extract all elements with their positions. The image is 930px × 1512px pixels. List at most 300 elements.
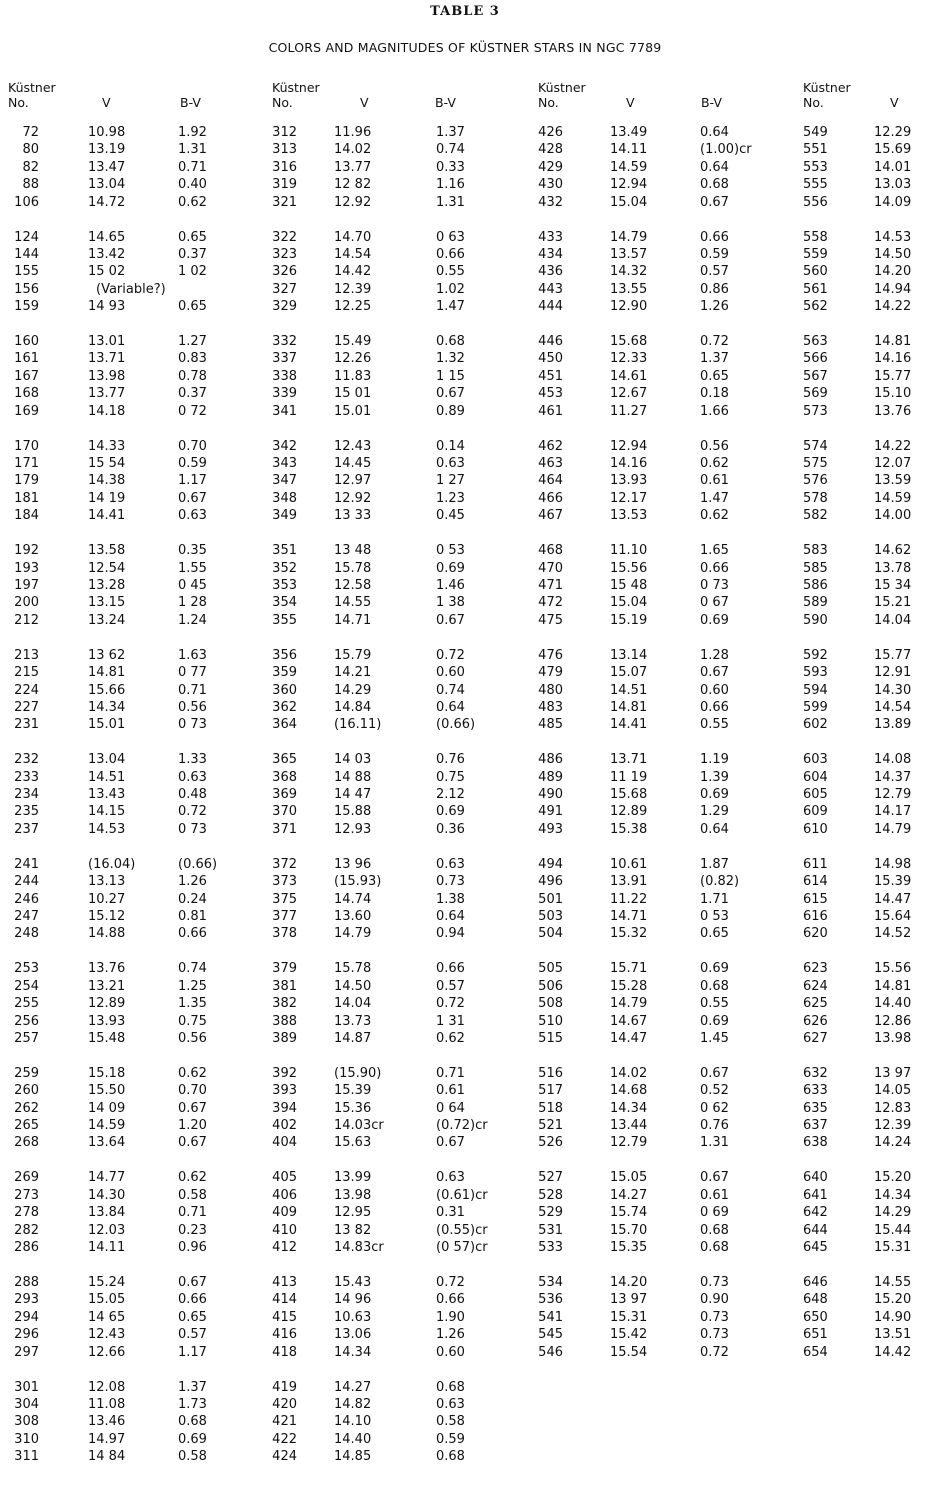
table-row <box>803 856 923 873</box>
header-kustner: Küstner <box>272 80 320 95</box>
table-row <box>272 1431 512 1448</box>
kustner-number: 420 <box>272 1396 297 1412</box>
b-v-color: 0.66 <box>178 926 207 942</box>
v-magnitude: 14.00 <box>874 508 912 524</box>
row-group <box>272 333 512 420</box>
v-magnitude: 12.86 <box>874 1013 912 1029</box>
v-magnitude: 13.49 <box>610 125 648 140</box>
table-row <box>272 1239 512 1256</box>
v-magnitude: 14.55 <box>874 1275 912 1291</box>
table-row <box>538 368 778 385</box>
table-row <box>538 507 778 524</box>
b-v-color: 0.74 <box>436 142 465 158</box>
table-row <box>8 1082 248 1099</box>
v-magnitude: 11.83 <box>334 368 372 384</box>
table-row <box>8 664 248 681</box>
kustner-number: 650 <box>803 1309 828 1325</box>
v-magnitude: 14.30 <box>874 682 912 698</box>
kustner-number: 197 <box>14 577 39 593</box>
kustner-number: 378 <box>272 926 297 942</box>
kustner-number: 373 <box>272 874 297 890</box>
b-v-color: 0.63 <box>436 1396 465 1412</box>
v-magnitude: 12.43 <box>88 1327 126 1343</box>
kustner-number: 327 <box>272 281 297 297</box>
v-magnitude: 12.89 <box>610 804 648 820</box>
kustner-number: 646 <box>803 1275 828 1291</box>
v-magnitude: 14.42 <box>334 264 372 280</box>
kustner-number: 312 <box>272 125 297 140</box>
kustner-number: 288 <box>14 1275 39 1291</box>
b-v-color: 0.64 <box>436 909 465 924</box>
table-row <box>538 246 778 263</box>
b-v-color: 0.62 <box>178 1065 207 1081</box>
table-row <box>803 1134 923 1151</box>
kustner-number: 248 <box>14 926 39 942</box>
kustner-number: 332 <box>272 334 297 350</box>
kustner-number: 505 <box>538 961 563 977</box>
v-magnitude: 14.82 <box>334 1396 372 1412</box>
row-group <box>8 1274 248 1361</box>
header-v: V <box>102 95 111 110</box>
v-magnitude: 14.37 <box>874 769 912 785</box>
b-v-color: 0.57 <box>178 1327 207 1343</box>
b-v-color: 0.67 <box>178 490 207 506</box>
variable-note: (Variable?) <box>96 281 166 297</box>
v-magnitude: 15.44 <box>874 1222 912 1238</box>
kustner-number: 648 <box>803 1292 828 1308</box>
b-v-color: 0.76 <box>436 752 465 768</box>
table-row <box>272 333 512 350</box>
v-magnitude: 14.59 <box>874 490 912 506</box>
kustner-number: 260 <box>14 1083 39 1099</box>
table-row <box>8 699 248 716</box>
table-row <box>8 1222 248 1239</box>
table-row <box>538 856 778 873</box>
kustner-number: 536 <box>538 1292 563 1308</box>
v-magnitude: 11 19 <box>610 769 648 785</box>
header-kustner: Küstner <box>538 80 586 95</box>
kustner-number: 227 <box>14 699 39 715</box>
kustner-number: 237 <box>14 821 39 837</box>
table-row <box>538 124 778 141</box>
kustner-number: 169 <box>14 403 39 419</box>
v-magnitude: 13.76 <box>88 961 126 977</box>
b-v-color: 1 31 <box>436 1013 465 1029</box>
kustner-number: 463 <box>538 456 563 472</box>
table-row <box>8 1326 248 1343</box>
table-row <box>8 368 248 385</box>
b-v-color: 0.58 <box>436 1414 465 1430</box>
table-row <box>538 803 778 820</box>
b-v-color: 0 45 <box>178 577 207 593</box>
b-v-color: 0.67 <box>700 665 729 681</box>
table-row <box>8 647 248 664</box>
v-magnitude: 15.39 <box>874 874 912 890</box>
v-magnitude: 13.51 <box>874 1327 912 1343</box>
kustner-number: 381 <box>272 978 297 994</box>
table-row <box>803 577 923 594</box>
v-magnitude: 15.04 <box>610 194 648 210</box>
v-magnitude: 11.10 <box>610 543 648 559</box>
v-magnitude: 14.16 <box>874 351 912 367</box>
row-group <box>8 333 248 420</box>
table-row <box>803 716 923 733</box>
v-magnitude: 15.05 <box>88 1292 126 1308</box>
b-v-color: 1.26 <box>178 874 207 890</box>
table-row <box>8 769 248 786</box>
kustner-number: 179 <box>14 473 39 489</box>
v-magnitude: 14.05 <box>874 1083 912 1099</box>
v-magnitude: 14.59 <box>88 1118 126 1134</box>
table-row <box>538 490 778 507</box>
b-v-color: 0.73 <box>700 1275 729 1291</box>
table-row <box>8 925 248 942</box>
kustner-number: 453 <box>538 386 563 402</box>
table-row <box>803 786 923 803</box>
table-row <box>538 1344 778 1361</box>
row-group <box>272 856 512 943</box>
v-magnitude: 11.27 <box>610 403 648 419</box>
b-v-color: 0 63 <box>436 229 465 245</box>
kustner-number: 515 <box>538 1030 563 1046</box>
kustner-number: 354 <box>272 595 297 611</box>
header-b-v: B-V <box>435 95 456 110</box>
b-v-color: 1.92 <box>178 125 207 140</box>
row-group <box>272 438 512 525</box>
table-row <box>803 490 923 507</box>
kustner-number: 531 <box>538 1222 563 1238</box>
b-v-color: 0.74 <box>178 961 207 977</box>
kustner-number: 246 <box>14 891 39 907</box>
table-row <box>803 1222 923 1239</box>
b-v-color: 1 02 <box>178 264 207 280</box>
v-magnitude: 14.54 <box>874 699 912 715</box>
table-row <box>272 263 512 280</box>
v-magnitude: 14.61 <box>610 368 648 384</box>
table-row <box>272 856 512 873</box>
v-magnitude: 13 97 <box>874 1065 912 1081</box>
v-magnitude: 12.43 <box>334 438 372 454</box>
b-v-color: 0.94 <box>436 926 465 942</box>
b-v-color: 0.45 <box>436 508 465 524</box>
kustner-number: 527 <box>538 1170 563 1186</box>
table-row <box>803 1204 923 1221</box>
v-magnitude: 15.68 <box>610 787 648 803</box>
v-magnitude: 14.16 <box>610 456 648 472</box>
b-v-color: 0.72 <box>700 334 729 350</box>
b-v-color: (0.66) <box>436 717 476 733</box>
v-magnitude: 15.78 <box>334 560 372 576</box>
v-magnitude: 15.69 <box>874 142 912 158</box>
b-v-color: 1.71 <box>700 891 729 907</box>
v-magnitude: 15.49 <box>334 334 372 350</box>
b-v-color: 1.39 <box>700 769 729 785</box>
v-magnitude: 14.85 <box>334 1449 372 1465</box>
table-row <box>8 1431 248 1448</box>
v-magnitude: 15.79 <box>334 647 372 663</box>
header-number: No. <box>8 95 29 110</box>
row-group <box>8 751 248 838</box>
table-row <box>538 1187 778 1204</box>
row-group <box>538 124 778 211</box>
table-row <box>272 821 512 838</box>
kustner-number: 170 <box>14 438 39 454</box>
v-magnitude: 12.79 <box>610 1135 648 1151</box>
b-v-color: 0.40 <box>178 177 207 193</box>
b-v-color: 0.66 <box>178 1292 207 1308</box>
table-row <box>8 403 248 420</box>
kustner-number: 339 <box>272 386 297 402</box>
v-magnitude: 12.67 <box>610 386 648 402</box>
table-row <box>803 560 923 577</box>
kustner-number: 88 <box>22 177 39 193</box>
kustner-number: 545 <box>538 1327 563 1343</box>
kustner-number: 559 <box>803 246 828 262</box>
kustner-number: 406 <box>272 1187 297 1203</box>
v-magnitude: 14.40 <box>334 1431 372 1447</box>
table-row <box>8 1013 248 1030</box>
v-magnitude: 15.20 <box>874 1292 912 1308</box>
table-row <box>8 1204 248 1221</box>
kustner-number: 347 <box>272 473 297 489</box>
kustner-number: 626 <box>803 1013 828 1029</box>
b-v-color: 0.14 <box>436 438 465 454</box>
v-magnitude: 15.12 <box>88 909 126 924</box>
kustner-number: 573 <box>803 403 828 419</box>
kustner-number: 605 <box>803 787 828 803</box>
kustner-number: 377 <box>272 909 297 924</box>
v-magnitude: 12.39 <box>334 281 372 297</box>
kustner-number: 379 <box>272 961 297 977</box>
b-v-color: 0.67 <box>436 1135 465 1151</box>
table-row <box>8 350 248 367</box>
table-row <box>272 1379 512 1396</box>
v-magnitude: 15.54 <box>610 1344 648 1360</box>
v-magnitude: 15.70 <box>610 1222 648 1238</box>
column-header <box>538 76 778 124</box>
kustner-number: 516 <box>538 1065 563 1081</box>
v-magnitude: 14.79 <box>334 926 372 942</box>
b-v-color: 0.68 <box>700 177 729 193</box>
b-v-color: 0.65 <box>700 926 729 942</box>
v-magnitude: 12.07 <box>874 456 912 472</box>
kustner-number: 370 <box>272 804 297 820</box>
table-row <box>8 891 248 908</box>
kustner-number: 304 <box>14 1396 39 1412</box>
kustner-number: 161 <box>14 351 39 367</box>
kustner-number: 265 <box>14 1118 39 1134</box>
b-v-color: 0 73 <box>178 821 207 837</box>
b-v-color: 0.24 <box>178 891 207 907</box>
kustner-number: 563 <box>803 334 828 350</box>
row-group <box>272 1274 512 1361</box>
kustner-number: 160 <box>14 334 39 350</box>
kustner-number: 418 <box>272 1344 297 1360</box>
table-row <box>538 1169 778 1186</box>
table-row <box>538 786 778 803</box>
b-v-color: 1.32 <box>436 351 465 367</box>
table-row <box>538 159 778 176</box>
kustner-number: 278 <box>14 1205 39 1221</box>
table-row <box>538 751 778 768</box>
b-v-color: 0 62 <box>700 1100 729 1116</box>
v-magnitude: 13.59 <box>874 473 912 489</box>
v-magnitude: 14.83cr <box>334 1240 384 1256</box>
table-row <box>538 1082 778 1099</box>
kustner-number: 446 <box>538 334 563 350</box>
table-row <box>8 612 248 629</box>
kustner-number: 635 <box>803 1100 828 1116</box>
v-magnitude: 14.42 <box>874 1344 912 1360</box>
kustner-number: 353 <box>272 577 297 593</box>
b-v-color: 1.47 <box>436 299 465 315</box>
b-v-color: 0.69 <box>436 560 465 576</box>
kustner-number: 430 <box>538 177 563 193</box>
table-row <box>803 803 923 820</box>
kustner-number: 80 <box>22 142 39 158</box>
kustner-number: 578 <box>803 490 828 506</box>
b-v-color: 0.37 <box>178 246 207 262</box>
kustner-number: 546 <box>538 1344 563 1360</box>
kustner-number: 212 <box>14 612 39 628</box>
table-row <box>272 1100 512 1117</box>
kustner-number: 506 <box>538 978 563 994</box>
kustner-number: 244 <box>14 874 39 890</box>
kustner-number: 510 <box>538 1013 563 1029</box>
table-row <box>8 455 248 472</box>
v-magnitude: 13.78 <box>874 560 912 576</box>
table-row <box>803 542 923 559</box>
kustner-number: 106 <box>14 194 39 210</box>
b-v-color: 0 53 <box>436 543 465 559</box>
row-group <box>538 856 778 943</box>
table-row <box>538 176 778 193</box>
table-row <box>538 141 778 158</box>
b-v-color: 0.69 <box>436 804 465 820</box>
v-magnitude: 14.90 <box>874 1309 912 1325</box>
b-v-color: 0.67 <box>436 386 465 402</box>
kustner-number: 313 <box>272 142 297 158</box>
kustner-number: 393 <box>272 1083 297 1099</box>
kustner-number: 159 <box>14 299 39 315</box>
v-magnitude: 14.55 <box>334 595 372 611</box>
row-group <box>803 1274 923 1361</box>
table-row <box>803 141 923 158</box>
b-v-color: 1.28 <box>700 647 729 663</box>
table-row <box>8 716 248 733</box>
b-v-color: 0.71 <box>178 1205 207 1221</box>
table-row <box>272 1013 512 1030</box>
table-row <box>8 542 248 559</box>
table-row <box>803 873 923 890</box>
kustner-number: 311 <box>14 1449 39 1465</box>
table-row <box>272 1309 512 1326</box>
table-row <box>272 1396 512 1413</box>
b-v-color: 0.73 <box>700 1309 729 1325</box>
v-magnitude: 14.40 <box>874 996 912 1012</box>
kustner-number: 144 <box>14 246 39 262</box>
table-row <box>8 124 248 141</box>
v-magnitude: 15.19 <box>610 612 648 628</box>
table-row <box>538 821 778 838</box>
header-b-v: B-V <box>701 95 722 110</box>
table-row <box>538 1309 778 1326</box>
v-magnitude: 15.64 <box>874 909 912 924</box>
v-magnitude: 13.98 <box>334 1187 372 1203</box>
kustner-number: 549 <box>803 125 828 140</box>
kustner-number: 389 <box>272 1030 297 1046</box>
row-group <box>538 1274 778 1361</box>
b-v-color: 1 15 <box>436 368 465 384</box>
kustner-number: 567 <box>803 368 828 384</box>
b-v-color: 0.66 <box>436 1292 465 1308</box>
b-v-color: 1.37 <box>700 351 729 367</box>
kustner-number: 494 <box>538 856 563 872</box>
b-v-color: 0.18 <box>700 386 729 402</box>
b-v-color: 1.31 <box>436 194 465 210</box>
kustner-number: 356 <box>272 647 297 663</box>
table-row <box>272 385 512 402</box>
row-group <box>8 856 248 943</box>
kustner-number: 489 <box>538 769 563 785</box>
v-magnitude: 14.53 <box>88 821 126 837</box>
table-row <box>8 960 248 977</box>
b-v-color: 0.61 <box>700 473 729 489</box>
table-row <box>272 786 512 803</box>
v-magnitude: 12.89 <box>88 996 126 1012</box>
b-v-color: 0.66 <box>700 229 729 245</box>
table-row <box>538 542 778 559</box>
kustner-number: 475 <box>538 612 563 628</box>
kustner-number: 192 <box>14 543 39 559</box>
table-row <box>272 1222 512 1239</box>
kustner-number: 355 <box>272 612 297 628</box>
kustner-number: 359 <box>272 665 297 681</box>
b-v-color: 0.68 <box>436 334 465 350</box>
table-row <box>538 1030 778 1047</box>
row-group <box>272 542 512 629</box>
row-group <box>803 647 923 734</box>
table-row <box>272 542 512 559</box>
table-row <box>538 664 778 681</box>
b-v-color: 1.55 <box>178 560 207 576</box>
v-magnitude: 14.32 <box>610 264 648 280</box>
table-row <box>272 873 512 890</box>
table-row <box>538 925 778 942</box>
b-v-color: 0.65 <box>178 229 207 245</box>
table-row <box>803 1117 923 1134</box>
kustner-number: 582 <box>803 508 828 524</box>
v-magnitude: 14.87 <box>334 1030 372 1046</box>
v-magnitude: 14 03 <box>334 752 372 768</box>
kustner-number: 433 <box>538 229 563 245</box>
v-magnitude: 12.58 <box>334 577 372 593</box>
kustner-number: 616 <box>803 909 828 924</box>
kustner-number: 429 <box>538 159 563 175</box>
table-row <box>8 298 248 315</box>
row-group <box>8 124 248 211</box>
v-magnitude: 12.97 <box>334 473 372 489</box>
kustner-number: 461 <box>538 403 563 419</box>
kustner-number: 273 <box>14 1187 39 1203</box>
v-magnitude: 15.31 <box>610 1309 648 1325</box>
v-magnitude: 13.53 <box>610 508 648 524</box>
v-magnitude: 12.91 <box>874 665 912 681</box>
v-magnitude: 14.98 <box>874 856 912 872</box>
kustner-number: 637 <box>803 1118 828 1134</box>
kustner-number: 360 <box>272 682 297 698</box>
v-magnitude: 13.71 <box>610 752 648 768</box>
